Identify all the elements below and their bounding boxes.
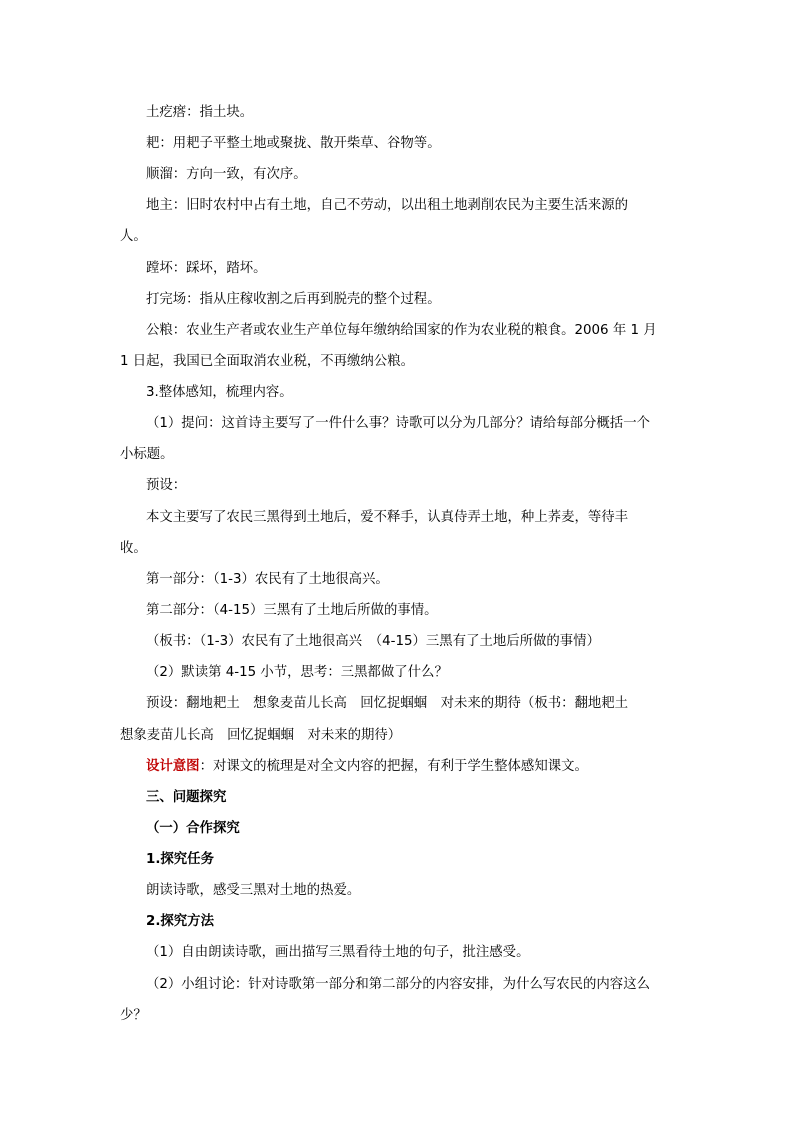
heading-inquiry-task: 1.探究任务 [146,852,214,867]
preset-answer-cont: 想象麦苗儿长高 回忆捉蝈蝈 对未来的期待） [120,728,402,743]
method-1: （1）自由朗读诗歌，画出描写三黑看待土地的句子，批注感受。 [146,945,530,960]
part-two: 第二部分：（4-15）三黑有了土地后所做的事情。 [146,603,438,618]
method-2-cont: 少？ [120,1008,147,1023]
gloss-shunliu: 顺溜：方向一致，有次序。 [146,167,307,182]
question-2: （2）默读第 4-15 小节，思考：三黑都做了什么？ [146,665,448,680]
gloss-dawanchang: 打完场：指从庄稼收割之后再到脱壳的整个过程。 [146,292,441,307]
heading-inquiry-method: 2.探究方法 [146,914,214,929]
gloss-tugeda: 土疙瘩：指土块。 [146,105,254,120]
gloss-dizhu: 地主：旧时农村中占有土地，自己不劳动，以出租土地剥削农民为主要生活来源的 [146,198,629,213]
part-one: 第一部分：（1-3）农民有了土地很高兴。 [146,572,389,587]
design-intent-text: 对课文的梳理是对全文内容的把握，有利于学生整体感知课文。 [212,759,588,774]
design-intent-label: 设计意图 [146,759,200,774]
section-overview: 3.整体感知，梳理内容。 [146,385,293,400]
summary-text: 本文主要写了农民三黑得到土地后，爱不释手，认真侍弄土地，种上荞麦，等待丰 [146,510,629,525]
heading-cooperative-inquiry: （一）合作探究 [146,821,240,836]
summary-text-cont: 收。 [120,541,147,556]
method-2: （2）小组讨论：针对诗歌第一部分和第二部分的内容安排，为什么写农民的内容这么 [146,977,650,992]
gloss-gongliang-cont: 1 日起，我国已全面取消农业税，不再缴纳公粮。 [120,354,414,369]
gloss-pa: 耙：用耙子平整土地或聚拢、散开柴草、谷物等。 [146,136,441,151]
question-1-cont: 小标题。 [120,447,174,462]
gloss-tanghuai: 蹚坏：踩坏，踏坏。 [146,261,267,276]
blackboard-note-1: （板书：（1-3）农民有了土地很高兴 （4-15）三黑有了土地后所做的事情） [146,634,600,649]
gloss-gongliang: 公粮：农业生产者或农业生产单位每年缴纳给国家的作为农业税的粮食。2006 年 1 月 [146,323,657,338]
heading-problem-inquiry: 三、问题探究 [146,790,227,805]
preset-answer: 预设：翻地耙土 想象麦苗儿长高 回忆捉蝈蝈 对未来的期待（板书：翻地耙土 [146,696,629,711]
inquiry-task-text: 朗读诗歌，感受三黑对土地的热爱。 [146,883,361,898]
preset-label: 预设： [146,478,187,493]
question-1: （1）提问：这首诗主要写了一件什么事？诗歌可以分为几部分？请给每部分概括一个 [146,416,650,431]
design-intent [146,758,588,776]
gloss-dizhu-cont: 人。 [120,229,147,244]
design-intent-colon: ： [199,759,213,774]
